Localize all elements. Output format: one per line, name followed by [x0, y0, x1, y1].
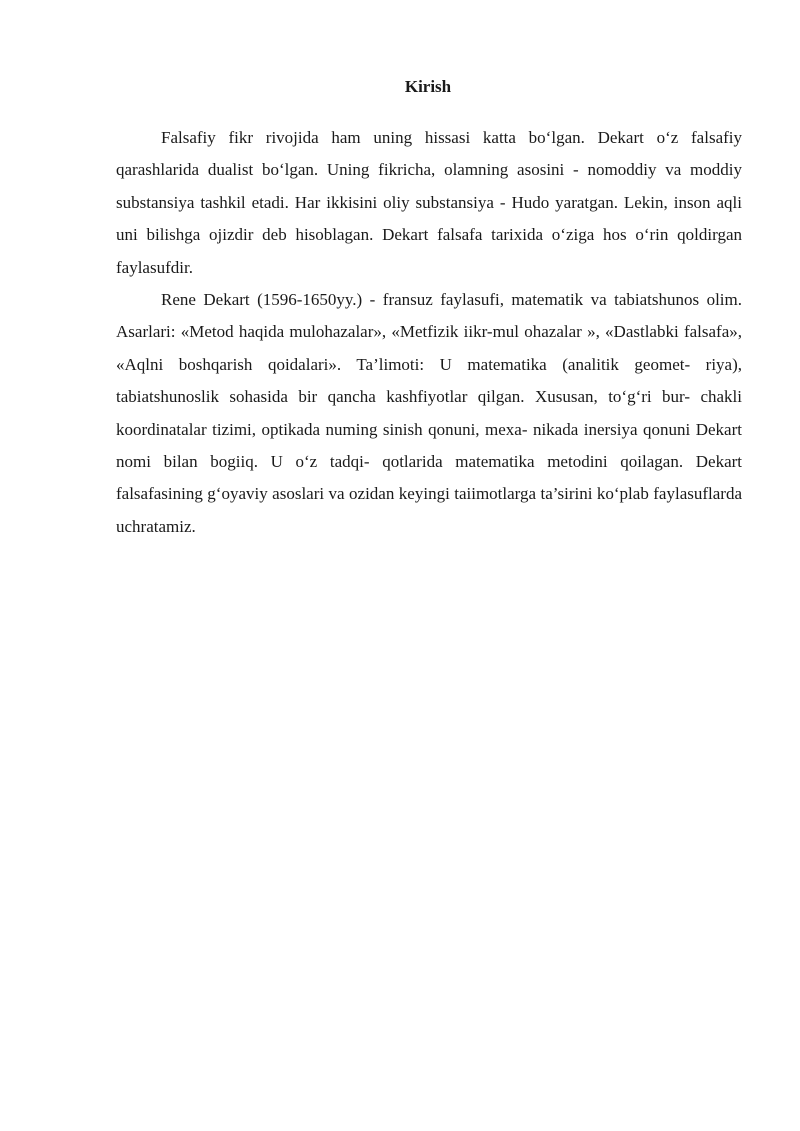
document-title: Kirish [404, 77, 452, 96]
paragraph-intro: Falsafiy fikr rivojida ham uning hissasi katta bo‘lgan. Dekart o‘z falsafiy qarashlarida dualist bo‘lgan. Uning fikricha, olamning asosini - nomoddiy va moddiy substansiya tashkil etadi. Har ikkisini oliy substansiya - Hudo yaratgan. Lekin, inson aqli uni bilishga ojizdir deb hisoblagan. Dekart falsafa tarixida o‘ziga hos o‘rin qoldirgan faylasufdir. [116, 128, 742, 277]
paragraph-biography: Rene Dekart (1596-1650yy.) - fransuz faylasufi, matematik va tabiatshunos olim. Asarlari: «Metod haqida mulohazalar», «Metfizik iikr-mul ohazalar », «Dastlabki falsafa», «Aqlni boshqarish qoidalari». Ta’limoti: U matematika (analitik geomet- riya), tabiatshunoslik sohasida bir qancha kashfiyotlar qilgan. Xususan, to‘g‘ri bur- chakli koordinatalar tizimi, optikada numing sinish qonuni, mexa- nikada inersiya qonuni Dekart nomi bilan bogiiq. U o‘z tadqi- qotlarida matematika metodini qoilagan. Dekart falsafasining g‘oyaviy asoslari va ozidan keyingi taiimotlarga ta’sirini ko‘plab faylasuflarda uchratamiz. [116, 290, 742, 536]
document-body [116, 122, 742, 543]
